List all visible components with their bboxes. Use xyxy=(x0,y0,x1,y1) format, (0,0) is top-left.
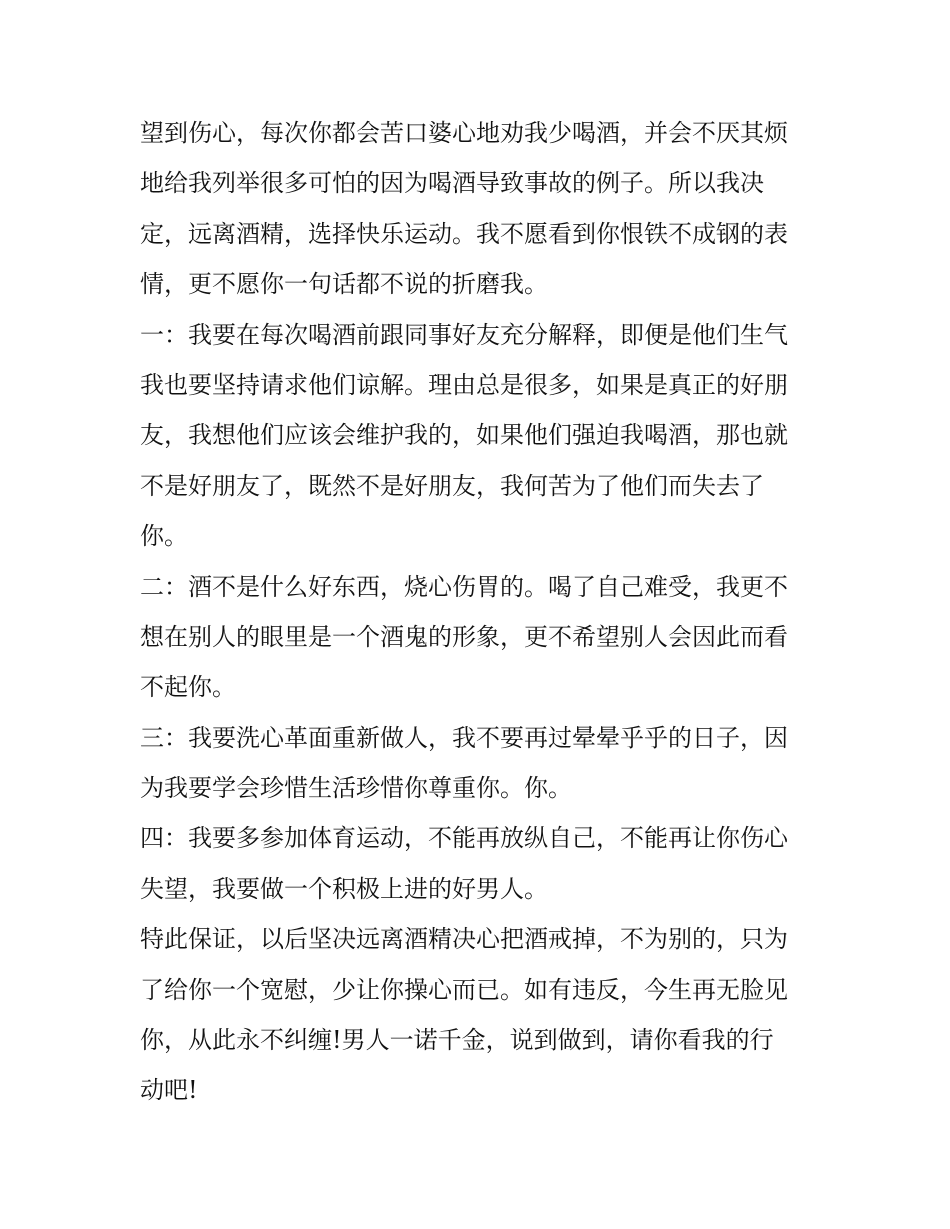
text-line: 不起你。 xyxy=(140,673,236,702)
text-line: 定，远离酒精，选择快乐运动。我不愿看到你恨铁不成钢的表 xyxy=(140,219,788,248)
text-line: 你，从此永不纠缠!男人一诺千金，说到做到，请你看我的行 xyxy=(140,1026,774,1055)
text-line: 不是好朋友了，既然不是好朋友，我何苦为了他们而失去了 xyxy=(140,471,764,500)
text-line: 地给我列举很多可怕的因为喝酒导致事故的例子。所以我决 xyxy=(140,169,764,198)
text-line: 动吧! xyxy=(140,1076,198,1105)
document-body xyxy=(140,108,812,1116)
text-line: 望到伤心，每次你都会苦口婆心地劝我少喝酒，并会不厌其烦 xyxy=(140,119,788,147)
text-line: 三：我要洗心革面重新做人，我不要再过晕晕乎乎的日子，因 xyxy=(140,723,788,752)
text-line: 你。 xyxy=(140,522,188,551)
text-line: 二：酒不是什么好东西，烧心伤胃的。喝了自己难受，我更不 xyxy=(140,572,788,601)
text-line: 失望，我要做一个积极上进的好男人。 xyxy=(140,874,548,903)
text-line: 友，我想他们应该会维护我的，如果他们强迫我喝酒，那也就 xyxy=(140,421,788,450)
text-line: 四：我要多参加体育运动，不能再放纵自己，不能再让你伤心 xyxy=(140,824,788,853)
text-line: 一：我要在每次喝酒前跟同事好友充分解释，即便是他们生气 xyxy=(140,320,788,349)
text-line: 为我要学会珍惜生活珍惜你尊重你。你。 xyxy=(140,774,572,803)
text-line: 了给你一个宽慰，少让你操心而已。如有违反，今生再无脸见 xyxy=(140,975,788,1004)
text-line: 我也要坚持请求他们谅解。理由总是很多，如果是真正的好朋 xyxy=(140,370,788,399)
text-line: 情，更不愿你一句话都不说的折磨我。 xyxy=(140,270,548,299)
text-line: 特此保证，以后坚决远离酒精决心把酒戒掉，不为别的，只为 xyxy=(140,925,788,954)
text-line: 想在别人的眼里是一个酒鬼的形象，更不希望别人会因此而看 xyxy=(140,622,788,651)
